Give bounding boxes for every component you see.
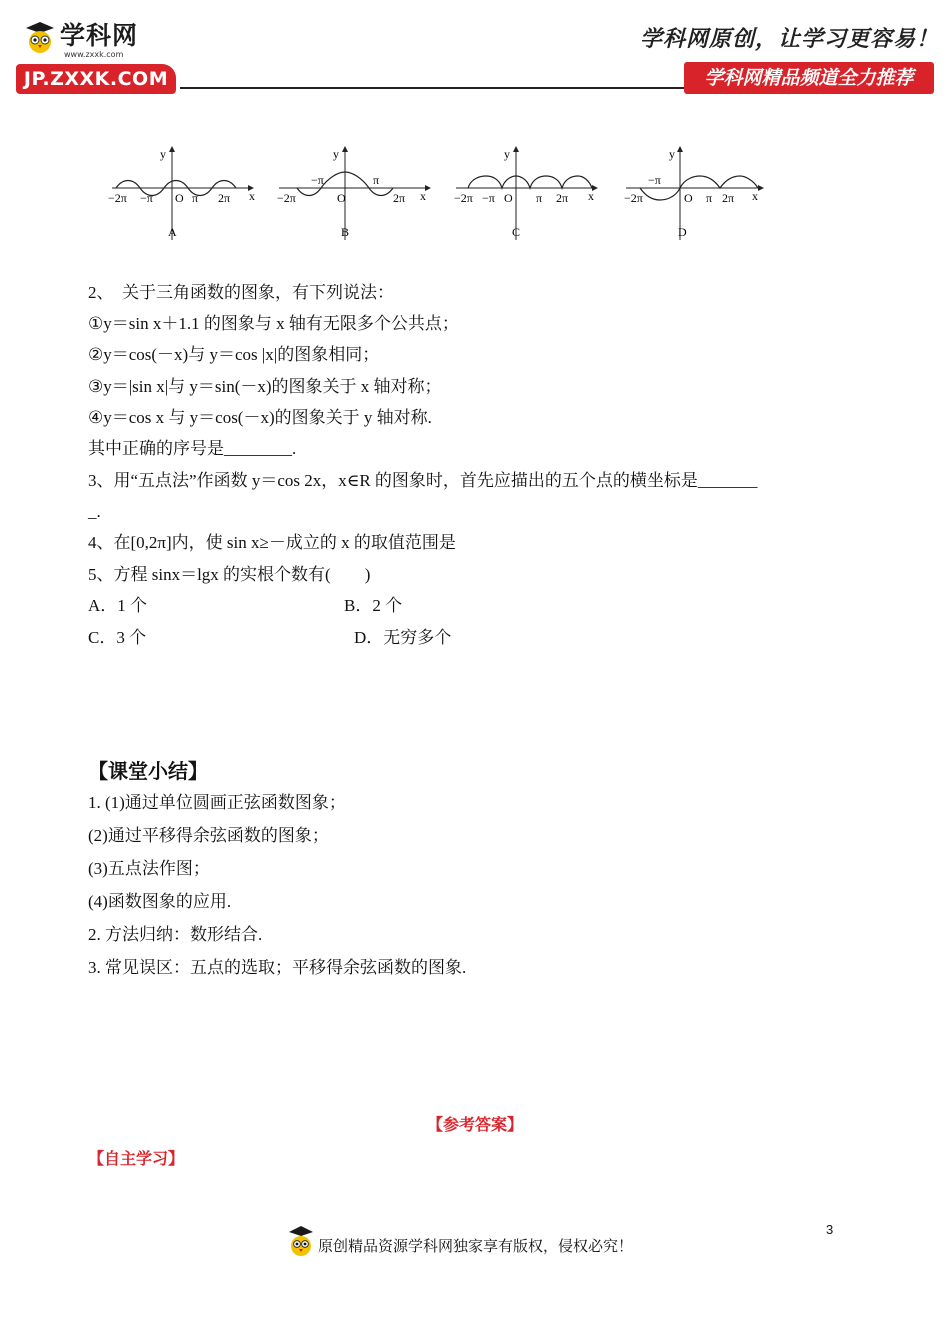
graph-options	[100, 140, 800, 250]
copyright-notice: 原创精品资源学科网独家享有版权，侵权必究！	[318, 1239, 634, 1255]
graph-a-tick: 2π	[218, 191, 231, 205]
graph-d-y: y	[669, 147, 675, 161]
graph-c	[454, 146, 598, 240]
logo-url-banner[interactable]: JP.ZXXK.COM	[16, 64, 176, 94]
graph-b-y: y	[333, 147, 339, 161]
question-3-line-2: _.	[88, 502, 101, 521]
question-5-option-d: D．无穷多个	[354, 628, 452, 647]
summary-item-1: 1. (1)通过单位圆画正弦函数图象；	[88, 793, 346, 812]
page-number: 3	[826, 1222, 834, 1237]
question-5-option-c: C．3 个	[88, 628, 147, 647]
question-5: 5、方程 sinx＝lgx 的实根个数有( )	[88, 565, 371, 584]
graph-c-y: y	[504, 147, 510, 161]
question-3-line-1: 3、用“五点法”作函数 y＝cos 2x，x∈R 的图象时，首先应描出的五个点的横坐标是_______	[88, 471, 758, 490]
question-2-ask: 其中正确的序号是________.	[88, 439, 297, 458]
recommend-badge: 学科网精品频道全力推荐	[684, 62, 934, 94]
graph-a-origin: O	[175, 191, 184, 205]
graph-a-y: y	[160, 147, 166, 161]
graph-d-tick: −π	[648, 173, 661, 187]
graph-b-label: B	[341, 225, 350, 239]
graph-c-tick: π	[536, 191, 543, 205]
graph-a-label: A	[168, 225, 177, 239]
question-5-option-b: B．2 个	[344, 596, 403, 615]
question-2-statement-1: ①y＝sin x＋1.1 的图象与 x 轴有无限多个公共点；	[88, 314, 459, 333]
graph-c-tick: −π	[482, 191, 495, 205]
graph-d-tick: 2π	[722, 191, 735, 205]
graph-d-label: D	[678, 225, 687, 239]
graph-c-tick: −2π	[454, 191, 473, 205]
graph-d-tick: π	[706, 191, 713, 205]
logo-text: 学科网	[60, 21, 139, 50]
owl-mascot-icon	[22, 20, 58, 56]
question-2-statement-2: ②y＝cos(－x)与 y＝cos |x|的图象相同；	[88, 345, 380, 364]
header-divider	[180, 87, 685, 89]
question-2-statement-4: ④y＝cos x 与 y＝cos(－x)的图象关于 y 轴对称.	[88, 408, 432, 427]
question-2-statement-3: ③y＝|sin x|与 y＝sin(－x)的图象关于 x 轴对称；	[88, 377, 442, 396]
graph-a-tick: π	[192, 191, 199, 205]
logo-domain: www.zxxk.com	[64, 50, 124, 59]
graph-b-tick: −π	[311, 173, 324, 187]
graph-b-x: x	[420, 189, 426, 203]
graph-d	[624, 146, 764, 240]
graph-b-tick: π	[373, 173, 380, 187]
summary-item-5: 2. 方法归纳：数形结合.	[88, 925, 263, 944]
graph-d-x: x	[752, 189, 758, 203]
summary-heading: 【课堂小结】	[88, 759, 208, 783]
graph-d-tick: −2π	[624, 191, 643, 205]
graph-c-x: x	[588, 189, 594, 203]
summary-item-6: 3. 常见误区：五点的选取；平移得余弦函数的图象.	[88, 958, 467, 977]
question-5-option-a: A．1 个	[88, 596, 148, 615]
summary-item-4: (4)函数图象的应用.	[88, 892, 232, 911]
graph-a	[108, 146, 255, 240]
owl-mascot-icon	[286, 1224, 316, 1258]
question-2-title: 2、 关于三角函数的图象，有下列说法：	[88, 283, 394, 302]
graph-a-tick: −2π	[108, 191, 127, 205]
summary-item-3: (3)五点法作图；	[88, 859, 210, 878]
graph-b-origin: O	[337, 191, 346, 205]
self-study-heading: 【自主学习】	[88, 1149, 185, 1168]
graph-b	[277, 146, 431, 240]
graph-b-tick: −2π	[277, 191, 296, 205]
graph-b-tick: 2π	[393, 191, 406, 205]
question-4: 4、在[0,2π]内，使 sin x≥－成立的 x 的取值范围是	[88, 533, 456, 552]
summary-item-2: (2)通过平移得余弦函数的图象；	[88, 826, 329, 845]
graph-c-origin: O	[504, 191, 513, 205]
graph-d-origin: O	[684, 191, 693, 205]
graph-c-label: C	[512, 225, 521, 239]
graph-a-tick: −π	[140, 191, 153, 205]
answer-key-title: 【参考答案】	[426, 1115, 523, 1134]
header-slogan: 学科网原创，让学习更容易！	[640, 26, 940, 52]
graph-a-x: x	[249, 189, 255, 203]
graph-c-tick: 2π	[556, 191, 569, 205]
